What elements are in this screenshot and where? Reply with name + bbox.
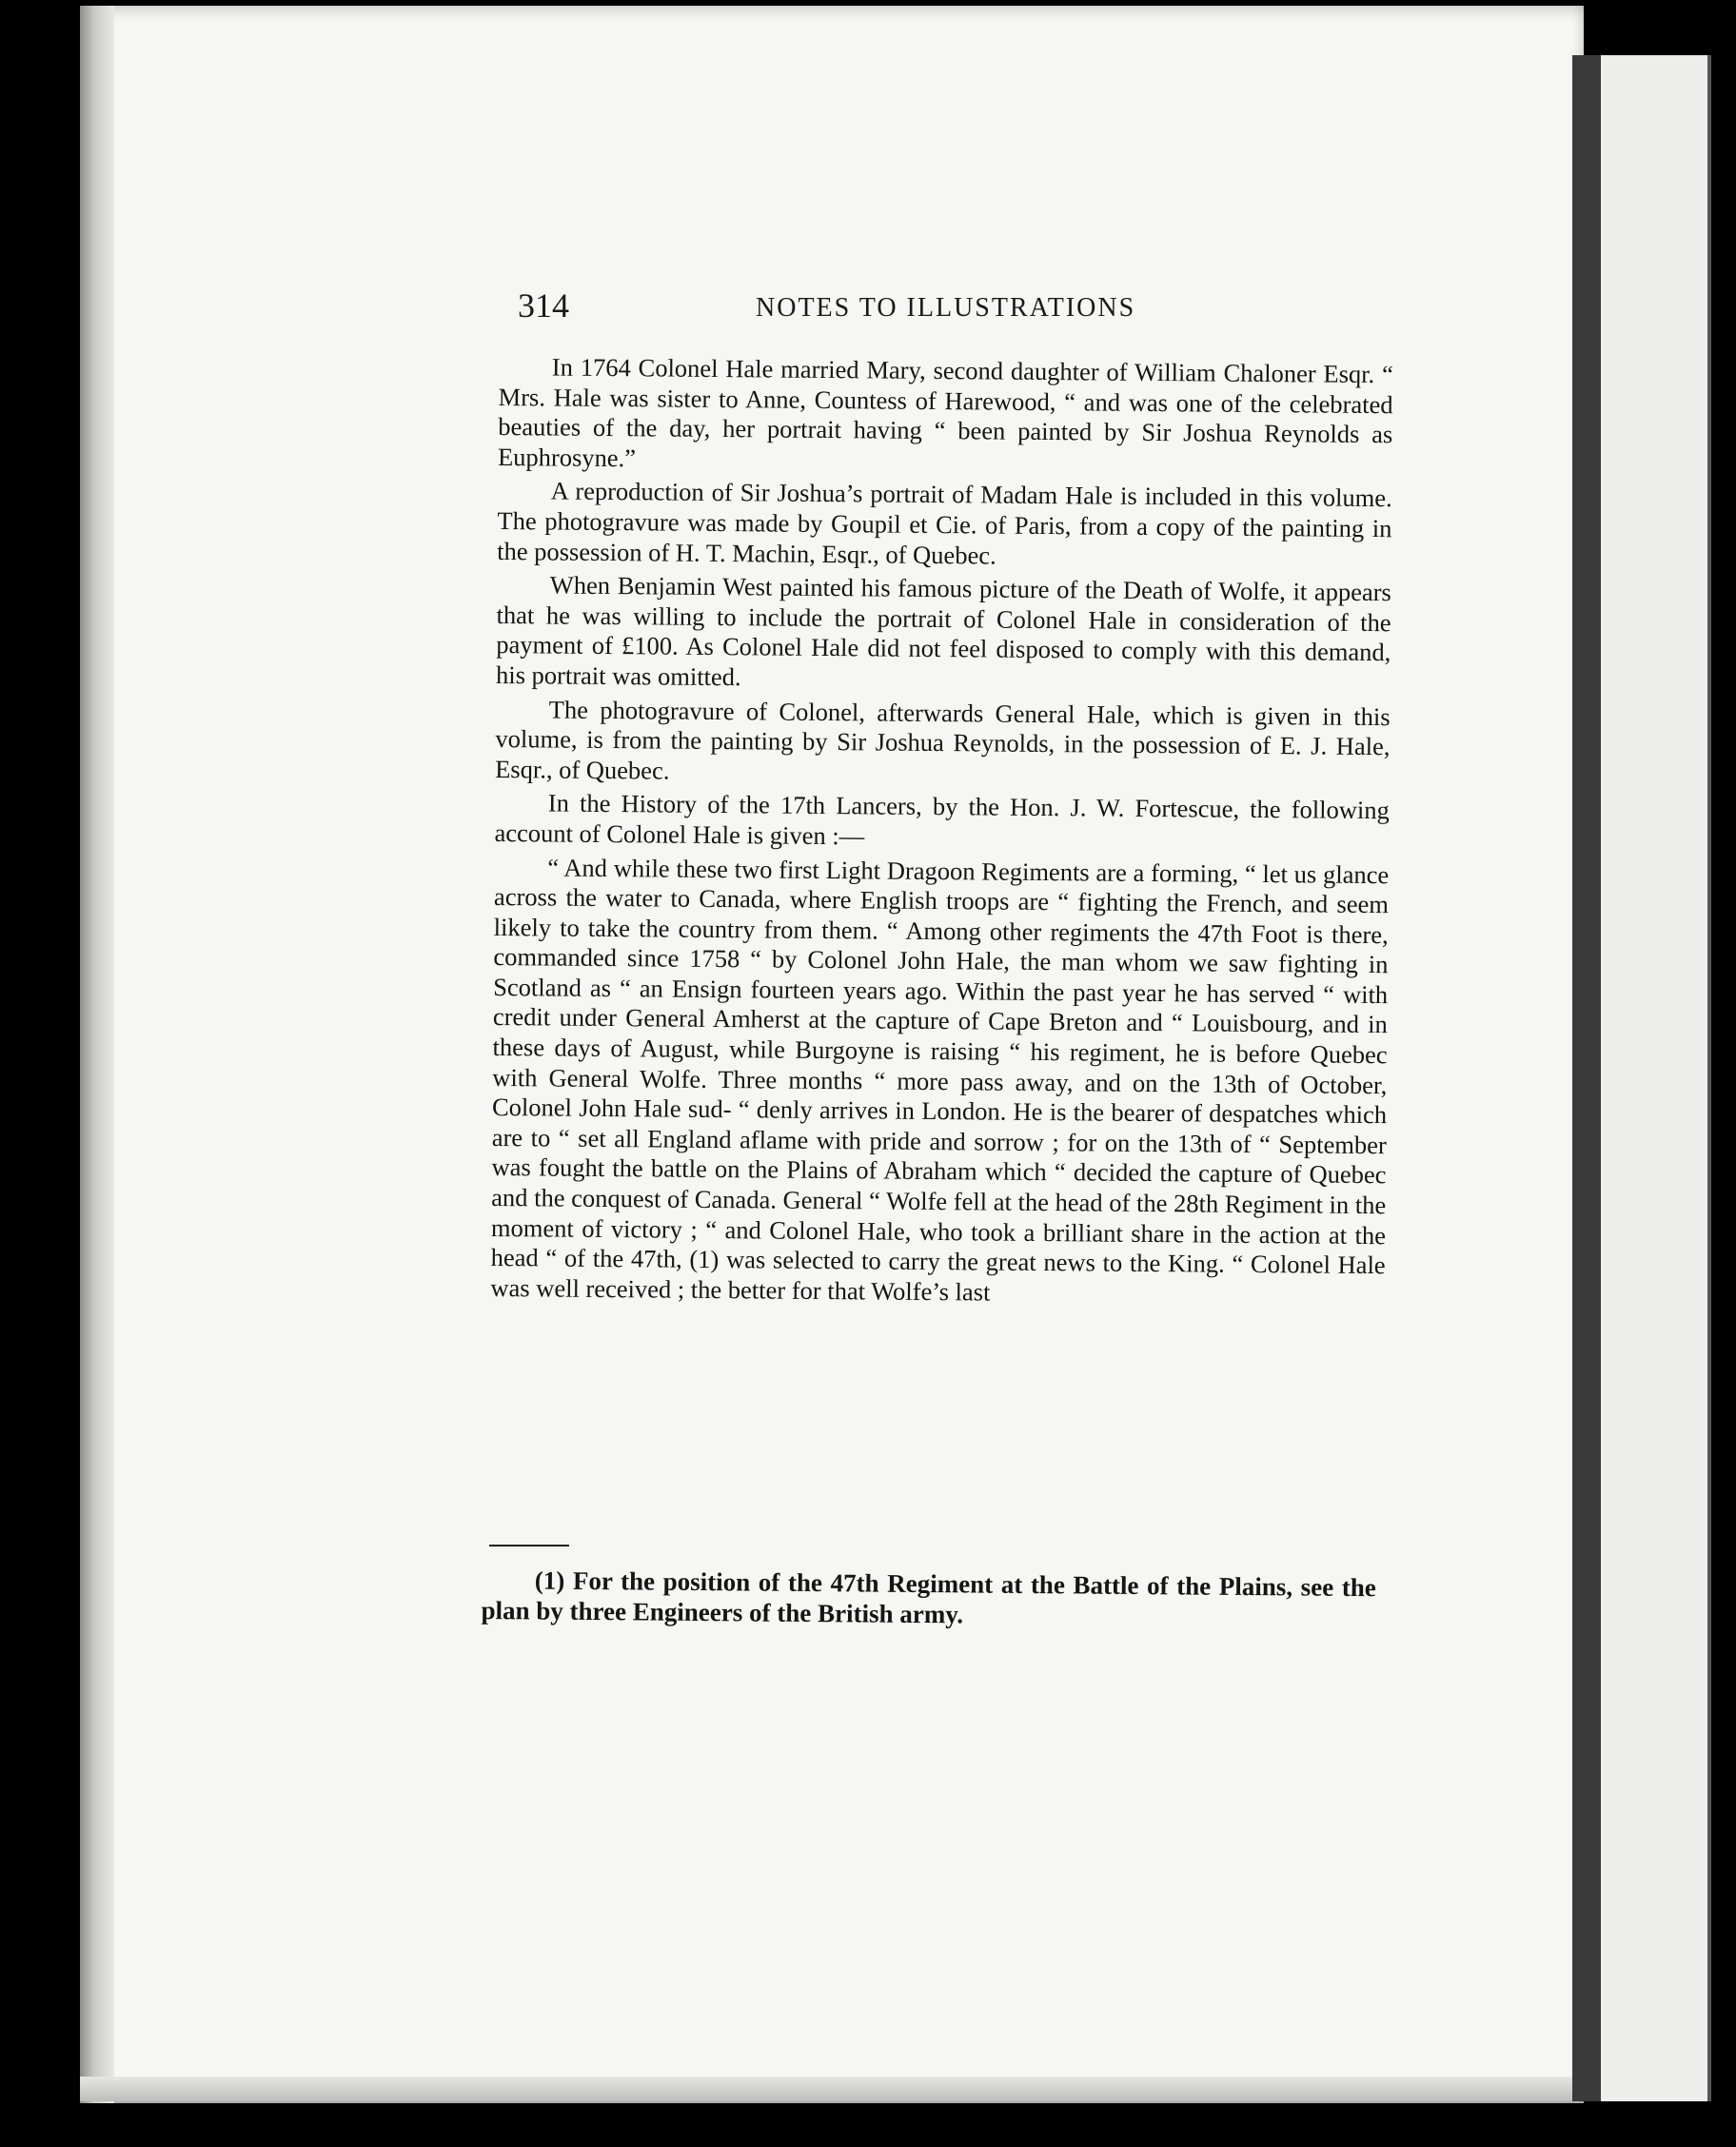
paragraph-benjamin-west: When Benjamin West painted his famous picture of the Death of Wolfe, it appears that he was willing to include the portrait of Colonel Hale in consideration of the payment of £100. As Colonel Hale did not feel disposed to comply with this demand, his portrait was omitted. (495, 570, 1391, 692)
paragraph-marriage: In 1764 Colonel Hale married Mary, second daughter of William Chaloner Esqr. “ Mrs. Hale was sister to Anne, Countess of Harewood, “ and was one of the celebrated beauties of the day, her portrait having “ been painted by Sir Joshua Reynolds as Euphrosyne.” (497, 352, 1393, 473)
footnote-rule (489, 1545, 569, 1546)
facing-page-edge (1601, 55, 1711, 2101)
running-head: NOTES TO ILLUSTRATIONS (756, 293, 1136, 323)
page-number: 314 (518, 286, 569, 325)
book-spine (1572, 55, 1601, 2101)
paragraph-reproduction: A reproduction of Sir Joshua’s portrait of Madam Hale is included in this volume. The photogravure was made by Goupil et Cie. of Paris, from a copy of the painting in the possession of H. T. Machin, Esqr., of Quebec. (497, 476, 1392, 570)
page-bottom-edge (80, 2077, 1584, 2101)
paragraph-photogravure: The photogravure of Colonel, afterwards General Hale, which is given in this volume, is from the painting by Sir Joshua Reynolds, in the possession of E. J. Hale, Esqr., of Quebec. (495, 695, 1391, 785)
page-header (518, 286, 1393, 333)
paragraph-quotation: “ And while these two first Light Dragoon Regiments are a forming, “ let us glance across the water to Canada, where English troops are “ fighting the French, and seem likely to take the country from them. “ Among other regiments the 47th Foot is there, commanded since 1758 “ by Colonel John Hale, the man whom we saw fighting in Scotland as “ an Ensign fourteen years ago. Within the past year he has served “ with credit under General Amherst at the capture of Cape Breton and “ Louisbourg, and in these days of August, while Burgoyne is raising “ his regiment, he is before Quebec with General Wolfe. Three months “ more pass away, and on the 13th of October, Colonel John Hale sud- “ denly arrives in London. He is the bearer of despatches which are to “ set all England aflame with pride and sorrow ; for on the 13th of “ September was fought the battle on the Plains of Abraham which “ decided the capture of Quebec and the conquest of Canada. General “ Wolfe fell at the head of the 28th Regiment in the moment of victory ; “ and Colonel Hale, who took a brilliant share in the action at the head “ of the 47th, (1) was selected to carry the great news to the King. “ Colonel Hale was well received ; the better for that Wolfe’s last (490, 852, 1390, 1307)
paragraph-history-lancers: In the History of the 17th Lancers, by the Hon. J. W. Fortescue, the following account of Colonel Hale is given :— (494, 788, 1390, 851)
body-text (490, 352, 1393, 1315)
footnote-text: (1) For the position of the 47th Regiment at the Battle of the Plains, see the plan by three Engineers of the British army. (481, 1566, 1376, 1629)
footnote (481, 1565, 1376, 1633)
page-edge-shadow (80, 6, 114, 2103)
